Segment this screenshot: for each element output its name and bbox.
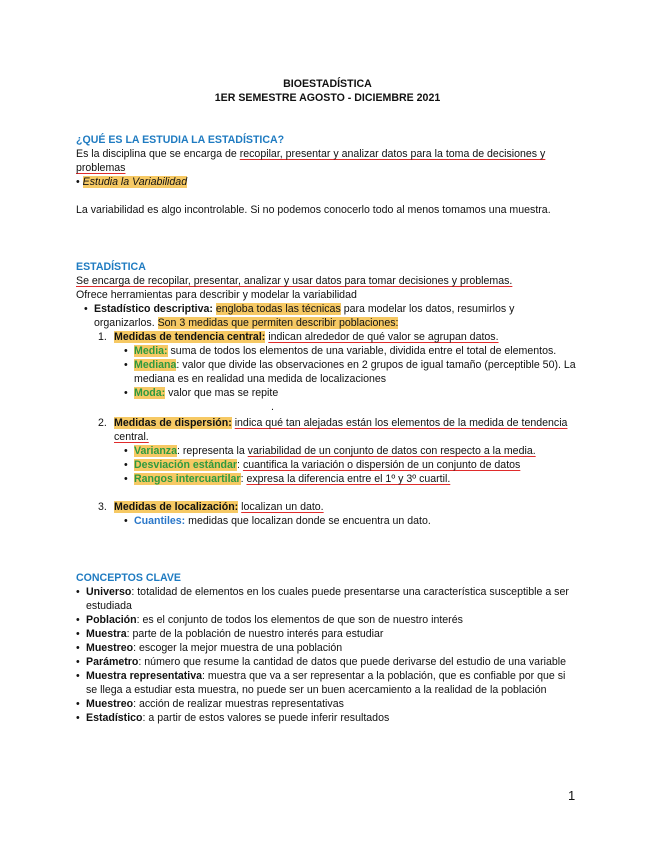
- term-label: Desviación estándar: [134, 459, 238, 471]
- list-number: 1.: [98, 331, 107, 343]
- term-label: Varianza: [134, 445, 177, 457]
- concept-term: Muestra representativa: [86, 670, 202, 682]
- concept-term: Muestra: [86, 628, 127, 640]
- term-underlined: variabilidad de un conjunto de datos con respecto a la media.: [247, 445, 536, 457]
- page-number: 1: [568, 788, 576, 803]
- concept-definition: : acción de realizar muestras representativas: [133, 698, 344, 710]
- measure-text: indican alrededor de qué valor se agrupan datos.: [268, 331, 499, 343]
- document-subtitle: 1ER SEMESTRE AGOSTO - DICIEMBRE 2021: [214, 92, 441, 104]
- variability-text: La variabilidad es algo incontrolable. Si no podemos conocerlo todo al menos tomamos una muestra.: [76, 204, 551, 216]
- measure-text: localizan un dato.: [241, 501, 324, 513]
- term-label: Cuantiles:: [134, 515, 186, 527]
- variability-paragraph: [76, 203, 576, 217]
- measure-item-1: [76, 330, 576, 344]
- term-underlined: cuantifica la variación o dispersión de un conjunto de datos: [242, 459, 521, 471]
- concept-definition: : muestra que va a ser representar a la población, que es confiable por que si se llega a estudiar esta muestra, no puede ser un buen acercamiento a la realidad de la población: [86, 670, 566, 696]
- term-text: medidas que localizan donde se encuentra un dato.: [185, 515, 431, 527]
- concept-item: • Muestreo: escoger la mejor muestra de una población: [76, 642, 343, 654]
- document-title: BIOESTADÍSTICA: [283, 78, 372, 90]
- section-heading: ESTADÍSTICA: [76, 261, 146, 273]
- concept-term: Muestreo: [86, 698, 134, 710]
- bullet-item: • Estudia la Variabilidad: [76, 176, 188, 188]
- section-conceptos-clave: [76, 571, 576, 725]
- bullet-highlight: Estudia la Variabilidad: [82, 176, 188, 188]
- descriptive-label: Estadístico descriptiva:: [94, 303, 213, 315]
- term-text: : valor que divide las observaciones en 2 grupos de igual tamaño (perceptible 50). La mediana es en realidad una medida de localizaciones: [134, 359, 576, 385]
- concepts-list: [76, 585, 576, 725]
- term-label: Mediana: [134, 359, 177, 371]
- concept-term: Estadístico: [86, 712, 143, 724]
- term-label: Media:: [134, 345, 168, 357]
- section-heading: ¿QUÉ ES LA ESTUDIA LA ESTADÍSTICA?: [76, 134, 285, 146]
- measure-label: Medidas de localización:: [114, 501, 239, 513]
- sub-item-desviacion: • Desviación estándar: cuantifica la variación o dispersión de un conjunto de datos: [124, 459, 521, 471]
- sub-item-moda: • Moda: valor que mas se repite: [124, 387, 279, 399]
- concept-definition: : es el conjunto de todos los elementos de que son de nuestro interés: [136, 614, 463, 626]
- measure-text: indica qué tan alejadas están los elementos de la medida de tendencia central.: [114, 417, 568, 443]
- concept-term: Población: [86, 614, 137, 626]
- term-text: :: [237, 459, 243, 471]
- concept-definition: : totalidad de elementos en los cuales puede presentarse una característica susceptible a ser estudiada: [86, 586, 569, 612]
- concept-item: • Parámetro: número que resume la cantidad de datos que puede derivarse del estudio de una variable: [76, 656, 566, 668]
- term-label: Moda:: [134, 387, 166, 399]
- definition-text: Es la disciplina que se encarga de: [76, 148, 240, 160]
- document-header: [0, 77, 655, 105]
- definition-underlined: recopilar, presentar y analizar datos para la toma de decisiones y problemas: [76, 148, 546, 174]
- section-heading: CONCEPTOS CLAVE: [76, 572, 181, 584]
- sub-item-cuantiles: • Cuantiles: medidas que localizan donde se encuentra un dato.: [124, 515, 431, 527]
- section-que-es: [76, 133, 576, 189]
- measure-label: Medidas de tendencia central:: [114, 331, 266, 343]
- measure-item-3: [76, 500, 576, 514]
- descriptive-highlight-2: Son 3 medidas que permiten describir poblaciones:: [157, 317, 399, 329]
- concept-definition: : parte de la población de nuestro interés para estudiar: [126, 628, 384, 640]
- sub-item-media: • Media: suma de todos los elementos de una variable, dividida entre el total de elementos.: [124, 345, 557, 357]
- concept-definition: : número que resume la cantidad de datos que puede derivarse del estudio de una variable: [138, 656, 566, 668]
- term-text: :: [240, 473, 247, 485]
- concept-item: • Muestreo: acción de realizar muestras representativas: [76, 698, 344, 710]
- list-number: 3.: [98, 501, 107, 513]
- concept-item: • Universo: totalidad de elementos en los cuales puede presentarse una característica susceptible a ser estudiada: [76, 586, 569, 612]
- concept-item: • Estadístico: a partir de estos valores se puede inferir resultados: [76, 712, 390, 724]
- term-text: : representa la: [177, 445, 248, 457]
- descriptive-item: • Estadístico descriptiva: engloba todas las técnicas para modelar los datos, resumirlos y organizarlos. Son 3 medidas que permiten describir poblaciones:: [84, 303, 515, 329]
- estadistica-definition: Se encarga de recopilar, presentar, analizar y usar datos para tomar decisiones y problemas.: [76, 275, 513, 287]
- concept-term: Muestreo: [86, 642, 134, 654]
- term-label: Rangos intercuartilar: [134, 473, 241, 485]
- concept-item: • Población: es el conjunto de todos los elementos de que son de nuestro interés: [76, 614, 463, 626]
- descriptive-highlight: engloba todas las técnicas: [215, 303, 341, 315]
- concept-definition: : escoger la mejor muestra de una población: [133, 642, 343, 654]
- descriptive-text: para modelar los datos, resumirlos y organizarlos.: [94, 303, 515, 329]
- concept-term: Parámetro: [86, 656, 139, 668]
- section-estadistica: [76, 260, 576, 528]
- concept-definition: : a partir de estos valores se puede inferir resultados: [142, 712, 390, 724]
- concept-item: • Muestra representativa: muestra que va a ser representar a la población, que es confiable por que si se llega a estudiar esta muestra, no puede ser un buen acercamiento a la realidad de la población: [76, 670, 566, 696]
- term-text: valor que mas se repite: [165, 387, 279, 399]
- definition-paragraph: [76, 147, 576, 175]
- sub-item-mediana: • Mediana: valor que divide las observaciones en 2 grupos de igual tamaño (perceptible 50). La mediana es en realidad una medida de localizaciones: [124, 359, 576, 385]
- concept-term: Universo: [86, 586, 132, 598]
- measure-item-2: [76, 416, 576, 444]
- term-underlined: expresa la diferencia entre el 1º y 3º cuartil.: [246, 473, 451, 485]
- stray-dot: .: [271, 401, 274, 413]
- sub-item-varianza: • Varianza: representa la variabilidad de un conjunto de datos con respecto a la media.: [124, 445, 536, 457]
- concept-item: • Muestra: parte de la población de nuestro interés para estudiar: [76, 628, 384, 640]
- sub-item-rangos: • Rangos intercuartilar: expresa la diferencia entre el 1º y 3º cuartil.: [124, 473, 451, 485]
- estadistica-description: Ofrece herramientas para describir y modelar la variabilidad: [76, 289, 357, 301]
- term-text: suma de todos los elementos de una variable, dividida entre el total de elementos.: [167, 345, 557, 357]
- list-number: 2.: [98, 417, 107, 429]
- measure-label: Medidas de dispersión:: [114, 417, 232, 429]
